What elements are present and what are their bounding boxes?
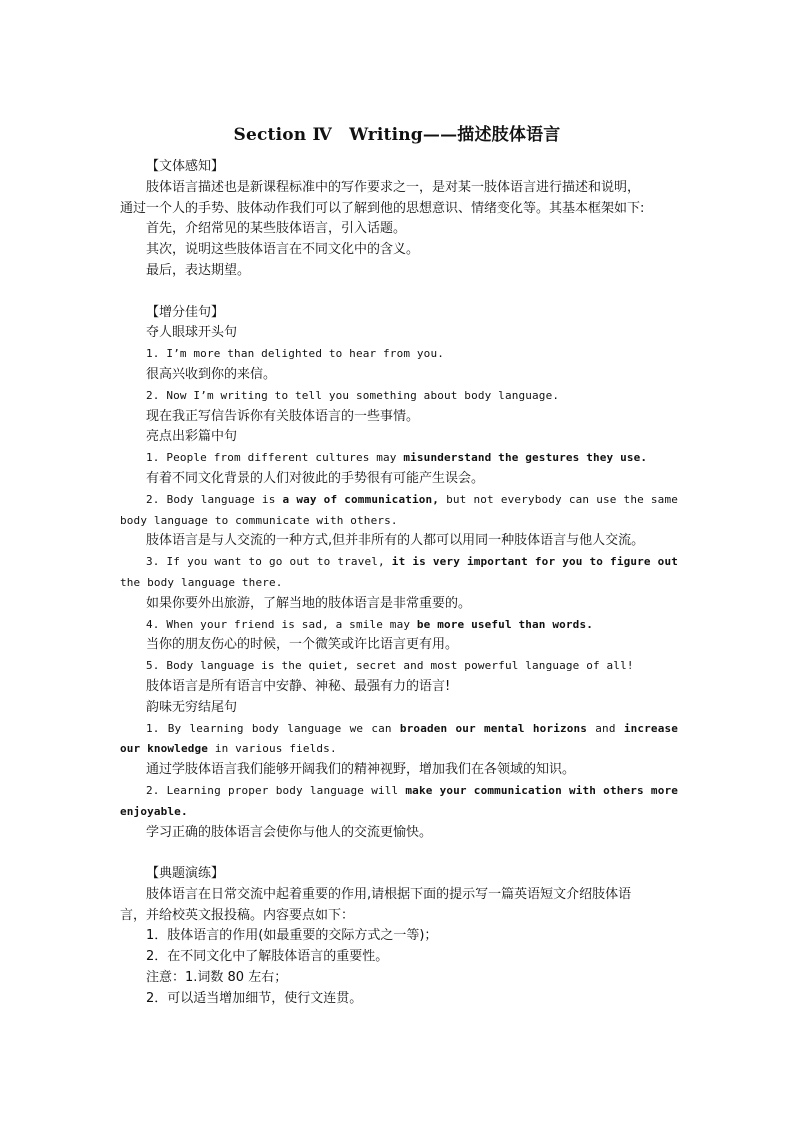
- ending-sentence-1-line-2: our knowledge in various fields.: [120, 742, 337, 756]
- task-line-1: 肢体语言在日常交流中起着重要的作用,请根据下面的提示写一篇英语短文介绍肢体语: [146, 886, 632, 902]
- middle-sentence-1: 1. People from different cultures may misunderstand the gestures they use.: [146, 451, 648, 465]
- intro-line-2: 通过一个人的手势、肢体动作我们可以了解到他的思想意识、情绪变化等。其基本框架如下:: [120, 200, 645, 216]
- middle-translation-3: 如果你要外出旅游，了解当地的肢体语言是非常重要的。: [146, 595, 472, 611]
- section-header-sentences: 【增分佳句】: [146, 304, 225, 320]
- page-title: Section Ⅳ Writing——描述肢体语言: [233, 125, 561, 145]
- middle-sentence-3-line-2: the body language there.: [120, 575, 283, 589]
- middle-sentence-3-line-1: 3. If you want to go out to travel, it is very important for you to figure out: [146, 555, 678, 569]
- middle-translation-2: 肢体语言是与人交流的一种方式,但并非所有的人都可以用同一种肢体语言与他人交流。: [146, 533, 645, 549]
- framework-last: 最后，表达期望。: [146, 262, 251, 278]
- note-1: 注意：1.词数 80 左右；: [146, 970, 288, 986]
- framework-first: 首先，介绍常见的某些肢体语言，引入话题。: [146, 221, 407, 237]
- task-line-2: 言，并给校英文报投稿。内容要点如下：: [120, 907, 355, 923]
- framework-second: 其次，说明这些肢体语言在不同文化中的含义。: [146, 242, 420, 258]
- subheading-middle: 亮点出彩篇中句: [146, 429, 238, 445]
- ending-translation-2: 学习正确的肢体语言会使你与他人的交流更愉快。: [146, 824, 433, 840]
- middle-translation-1: 有着不同文化背景的人们对彼此的手势很有可能产生误会。: [146, 470, 485, 486]
- opening-sentence-1: 1. I’m more than delighted to hear from you.: [146, 347, 444, 361]
- opening-sentence-2: 2. Now I’m writing to tell you something about body language.: [146, 388, 560, 402]
- note-2: 2．可以适当增加细节，使行文连贯。: [146, 990, 363, 1006]
- requirement-2: 2．在不同文化中了解肢体语言的重要性。: [146, 949, 389, 965]
- ending-sentence-2-line-2: enjoyable.: [120, 804, 188, 818]
- ending-sentence-2-line-1: 2. Learning proper body language will make your communication with others more: [146, 783, 678, 797]
- subheading-opening: 夺人眼球开头句: [146, 325, 238, 341]
- requirement-1: 1．肢体语言的作用(如最重要的交际方式之一等)；: [146, 928, 438, 944]
- ending-translation-1: 通过学肢体语言我们能够开阔我们的精神视野，增加我们在各领域的知识。: [146, 762, 576, 778]
- middle-sentence-4: 4. When your friend is sad, a smile may be more useful than words.: [146, 617, 593, 631]
- ending-sentence-1-line-1: 1. By learning body language we can broaden our mental horizons and increase: [146, 721, 678, 735]
- middle-sentence-2-line-1: 2. Body language is a way of communication, but not everybody can use the same: [146, 492, 678, 506]
- intro-line-1: 肢体语言描述也是新课程标准中的写作要求之一，是对某一肢体语言进行描述和说明，: [146, 179, 641, 195]
- middle-translation-5: 肢体语言是所有语言中安静、神秘、最强有力的语言!: [146, 678, 451, 694]
- opening-translation-2: 现在我正写信告诉你有关肢体语言的一些事情。: [146, 408, 420, 424]
- document-body: [120, 157, 678, 1010]
- section-header-genre: 【文体感知】: [146, 159, 225, 174]
- middle-translation-4: 当你的朋友伤心的时候，一个微笑或许比语言更有用。: [146, 637, 459, 653]
- middle-sentence-5: 5. Body language is the quiet, secret and most powerful language of all!: [146, 659, 634, 673]
- opening-translation-1: 很高兴收到你的来信。: [146, 366, 277, 382]
- section-header-practice: 【典题演练】: [146, 866, 225, 882]
- middle-sentence-2-line-2: body language to communicate with others.: [120, 513, 398, 527]
- subheading-ending: 韵味无穷结尾句: [146, 699, 238, 715]
